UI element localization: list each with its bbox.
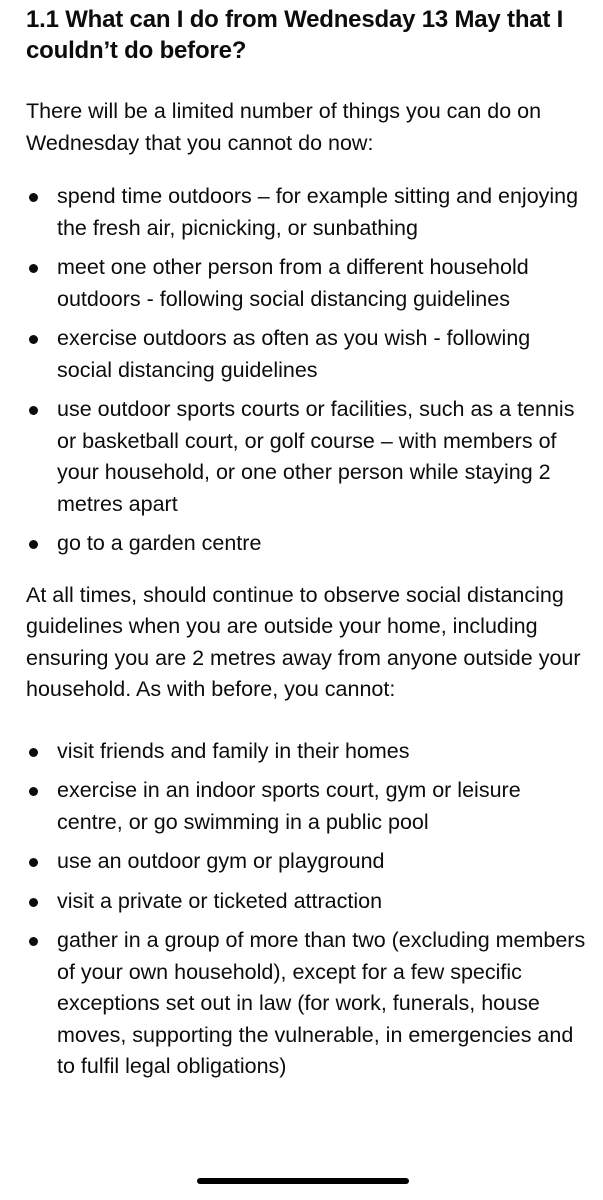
list-item	[26, 925, 586, 1083]
list-item-text: spend time outdoors – for example sitting and enjoying the fresh air, picnicking, or sunbathing	[57, 184, 579, 240]
bullet-icon	[29, 335, 38, 344]
bullet-icon	[29, 787, 38, 796]
list-item	[26, 528, 586, 560]
section-heading: 1.1 What can I do from Wednesday 13 May that I couldn’t do before?	[26, 6, 564, 64]
home-indicator-bar[interactable]	[197, 1178, 409, 1184]
list-item	[26, 394, 586, 520]
bullet-icon	[29, 193, 38, 202]
list-item-text: use outdoor sports courts or facilities, such as a tennis or basketball court, or golf course – with members of your household, or one other person while staying 2 metres apart	[57, 397, 575, 516]
list-item	[26, 252, 586, 315]
bullet-icon	[29, 937, 38, 946]
list-item	[26, 886, 586, 918]
restricted-activities-list	[26, 736, 586, 1083]
list-item-text: exercise outdoors as often as you wish - following social distancing guidelines	[57, 326, 531, 382]
bullet-icon	[29, 406, 38, 415]
list-item-text: use an outdoor gym or playground	[57, 849, 385, 873]
list-item	[26, 736, 586, 768]
bullet-icon	[29, 858, 38, 867]
intro-paragraph: There will be a limited number of things you can do on Wednesday that you cannot do now:	[26, 99, 542, 155]
bullet-icon	[29, 748, 38, 757]
list-item	[26, 775, 586, 838]
list-item-text: go to a garden centre	[57, 531, 262, 555]
bullet-icon	[29, 898, 38, 907]
list-item	[26, 846, 586, 878]
list-item	[26, 323, 586, 386]
list-item-text: visit a private or ticketed attraction	[57, 888, 383, 913]
list-item	[26, 181, 586, 244]
list-item-text: meet one other person from a different household outdoors - following social distancing guidelines	[57, 255, 529, 311]
article-content	[26, 4, 586, 1091]
bullet-icon	[29, 540, 38, 549]
allowed-activities-list	[26, 181, 586, 560]
summary-paragraph: At all times, should continue to observe social distancing guidelines when you are outside your home, including ensuring you are 2 metres away from anyone outside your household. As with before, you cannot:	[26, 582, 581, 701]
list-item-text: exercise in an indoor sports court, gym or leisure centre, or go swimming in a public pool	[57, 778, 521, 834]
bullet-icon	[29, 264, 38, 273]
list-item-text: visit friends and family in their homes	[57, 738, 410, 763]
list-item-text: gather in a group of more than two (excluding members of your own household), except for a few specific exceptions set out in law (for work, funerals, house moves, supporting the vulnerable, in emergencies and to fulfil legal obligations)	[57, 928, 586, 1078]
